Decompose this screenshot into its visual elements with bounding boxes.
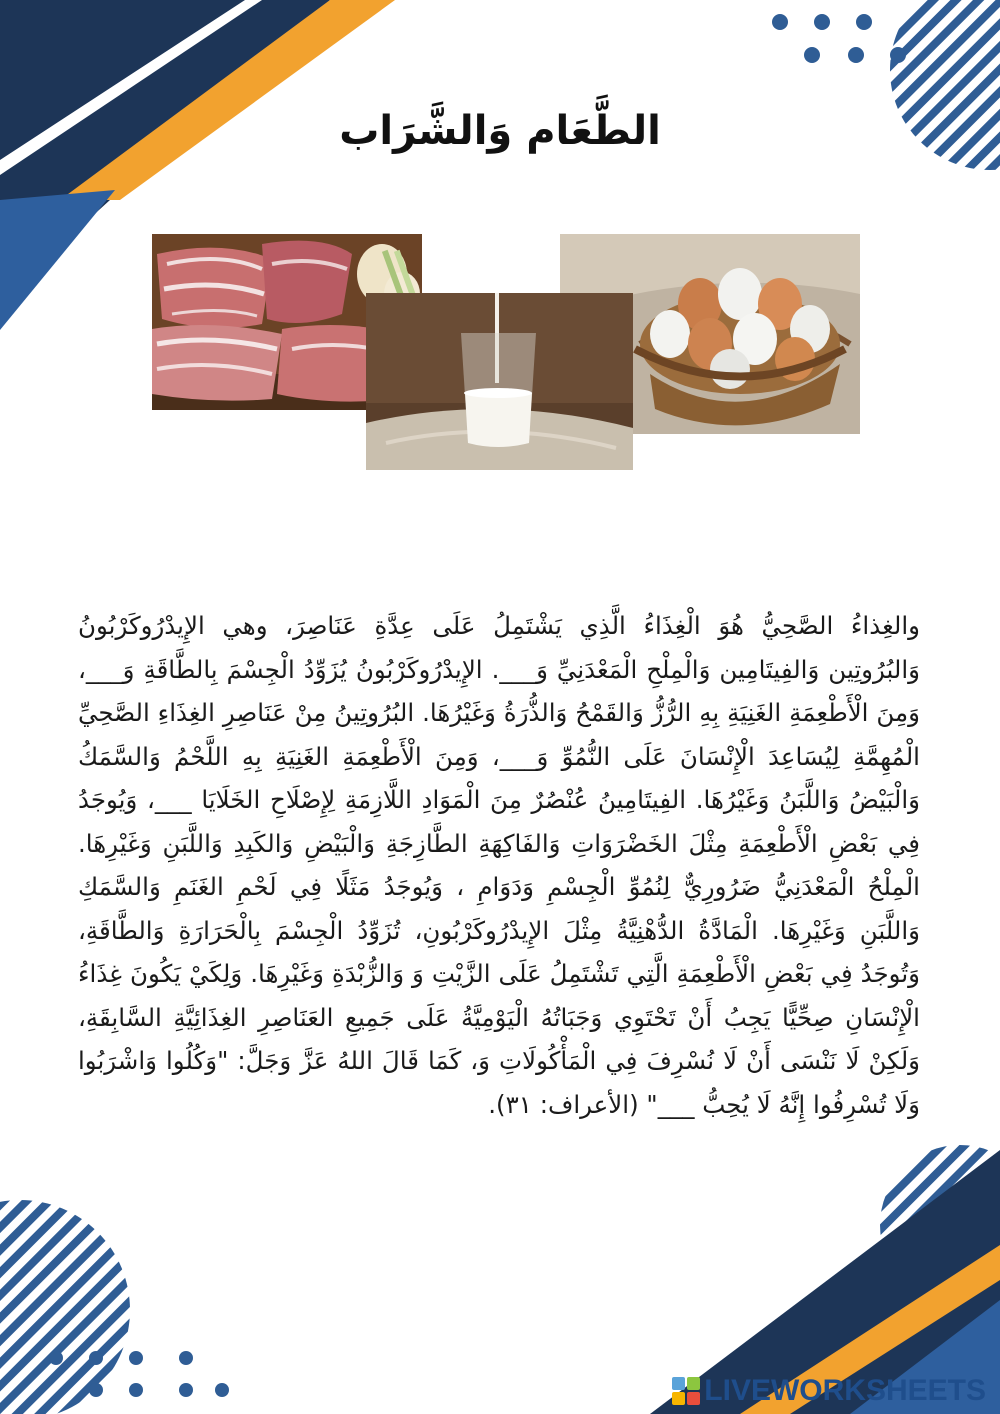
top-dots: [772, 14, 906, 63]
liveworksheets-icon: [672, 1377, 700, 1405]
liveworksheets-logo: [672, 1374, 986, 1408]
top-left-blue-shape: [0, 190, 115, 330]
top-right-striped-circle: [890, 0, 1000, 170]
page-title: الطَّعَام وَالشَّرَاب: [339, 108, 661, 154]
brand-name: LIVEWORKSHEETS: [704, 1374, 986, 1407]
bottom-left-striped-circle: [0, 1200, 130, 1414]
milk-photo: [366, 293, 633, 470]
body-text: والغِذاءُ الصَّحِيُّ هُوَ الْغِذَاءُ الَّذِي يَشْتَمِلُ عَلَى عِدَّةِ عَنَاصِرَ، وهي الإِيدْرُوكَرْبُونُ وَالبُرُوتِين وَالفِيتَامِين وَالْمِلْحِ الْمَعْدَنِيِّ وَ___. الإِيدْرُوكَرْبُونُ يُزَوِّدُ الْجِسْمَ بِالطَّاقَةِ وَ___، وَمِنَ الْأَطْعِمَةِ الغَنِيَةِ بِهِ الرُّزُّ وَالقَمْحُ وَالذُّرَةُ وَغَيْرُهَا. البُرُوتِينُ مِنْ عَنَاصِرِ الغِذَاءِ الصَّحِيِّ الْمُهِمَّةِ لِيُسَاعِدَ الْإِنْسَانَ عَلَى النُّمُوِّ وَ___، وَمِنَ الْأَطْعِمَةِ الغَنِيَةِ بِهِ اللَّحْمُ وَالسَّمَكُ وَالْبَيْضُ وَاللَّبَنُ وَغَيْرُهَا. الفِيتَامِينُ عُنْصُرٌ مِنَ الْمَوَادِ اللَّازِمَةِ لِإِصْلَاحِ الخَلَايَا ___، وَيُوجَدُ فِي بَعْضِ الْأَطْعِمَةِ مِثْلَ الخَضْرَوَاتِ وَالفَاكِهَةِ الطَّازِجَةِ وَالْبَيْضِ وَالكَبِدِ وَاللَّبَنِ وَغَيْرِهَا. الْمِلْحُ الْمَعْدَنِيُّ ضَرُورِيٌّ لِنُمُوِّ الْجِسْمِ وَدَوَامِ ، وَيُوجَدُ مَثَلًا فِي لَحْمِ الغَنَمِ وَالسَّمَكِ وَاللَّبَنِ وَغَيْرِهَا. الْمَادَّةُ الدُّهْنِيَّةُ مِثْلَ الإِيدْرُوكَرْبُونِ، تُزَوِّدُ الْجِسْمَ بِالْحَرَارَةِ وَالطَّاقَةِ، وَتُوجَدُ فِي بَعْضِ الْأَطْعِمَةِ الَّتِي تَشْتَمِلُ عَلَى الزَّيْتِ وَ وَالزُّبْدَةِ وَغَيْرِهَا. وَلِكَيْ يَكُونَ غِذَاءُ الْإِنْسَانِ صِحِّيًّا يَجِبُ أَنْ تَحْتَوِي وَجَبَاتُهُ الْيَوْمِيَّةُ عَلَى جَمِيعِ العَنَاصِرِ الغِذَائِيَّةِ السَّابِقَةِ، وَلَكِنْ لَا نَنْسَى أَنْ لَا نُسْرِفَ فِي الْمَأْكُولَاتِ وَ، كَمَا قَالَ اللهُ عَزَّ وَجَلَّ: "وَكُلُوا وَاشْرَبُوا وَلَا تُسْرِفُوا إِنَّهُ لَا يُحِبُّ ___" (الأعراف: ٣١).: [78, 611, 920, 1119]
